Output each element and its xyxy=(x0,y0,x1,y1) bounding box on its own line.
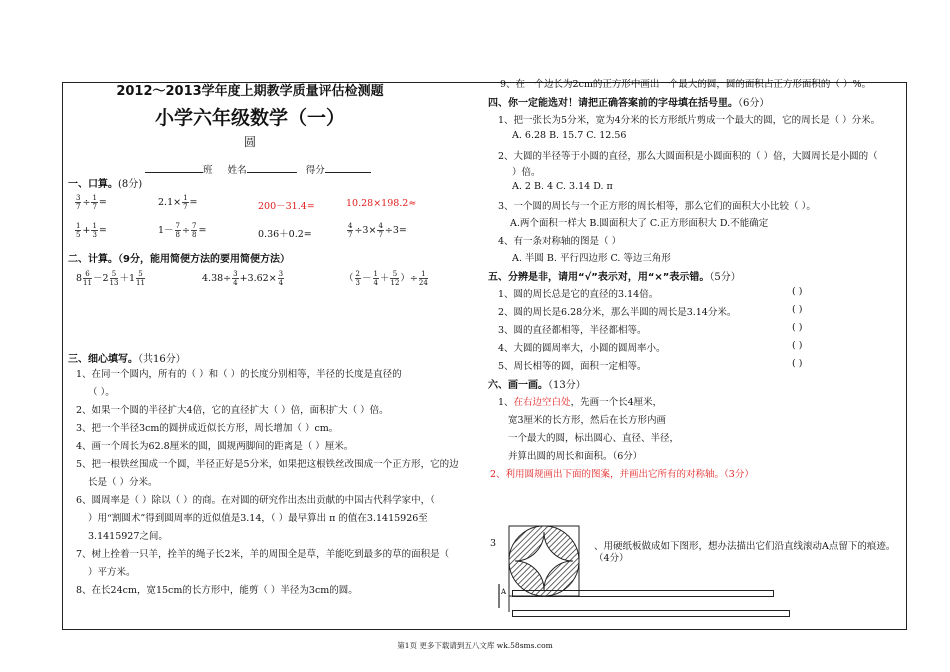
rolling-figure xyxy=(495,522,595,618)
choice-q1-options: A. 6.28 B. 15.7 C. 12.56 xyxy=(512,130,627,141)
choice-q1: 1、把一张长为5分米，宽为4分米的长方形纸片剪成一个最大的圆，它的周长是（ ）分米。 xyxy=(498,115,881,126)
section-6-heading: 六、画一画。（13分） xyxy=(488,380,586,391)
choice-q2: 2、大圆的半径等于小圆的直径，那么大圆面积是小圆面积的（ ）倍，大圆周长是小圆的（ xyxy=(498,151,878,162)
judge-answer-2[interactable]: ( ) xyxy=(792,304,803,315)
draw-q3: 、用硬纸板做成如下图形，想办法描出它们沿直线滚动A点留下的痕迹。 xyxy=(594,541,896,552)
fill-q2: 2、如果一个圆的半径扩大4倍，它的直径扩大（ ）倍，面积扩大（ ）倍。 xyxy=(76,405,389,416)
judge-q2: 2、圆的周长是6.28分米，那么半圆的周长是3.14分米。 xyxy=(498,307,737,318)
calc-item-3: （ $\frac{2}{3}$ － $\frac{1}{4}$ ＋ $\frac{5}{12}$ ）÷ $\frac{1}{24}$ xyxy=(344,270,428,287)
judge-answer-5[interactable]: ( ) xyxy=(792,358,803,369)
fill-q6-cont: ）用“割圆术”得到圆周率的近似值是3.14，（ ）最早算出 π 的值在3.1415926至 xyxy=(88,513,428,524)
fill-q9: 9、在一个边长为2cm的正方形中画出一个最大的圆，圆的面积占正方形面积的（ ）%。 xyxy=(500,79,871,90)
student-info-line: 班 姓名 得分 xyxy=(145,162,371,176)
choice-q4: 4、有一条对称轴的图是（ ） xyxy=(498,236,622,247)
fill-q3: 3、把一个半径3cm的圆拼成近似长方形，周长增加（ ）cm。 xyxy=(76,423,339,434)
judge-answer-3[interactable]: ( ) xyxy=(792,322,803,333)
mental-item-5: $\frac{1}{5}$ + $\frac{1}{3}$ = xyxy=(76,222,107,239)
fill-q8: 8、在长24cm，宽15cm的长方形中，能剪（ ）半径为3cm的圆。 xyxy=(76,585,358,596)
draw-q3-points: （4分） xyxy=(594,553,629,564)
section-3-heading: 三、细心填写。（共16分） xyxy=(68,354,186,365)
draw-q1-line4: 并算出圆的周长和面积。（6分） xyxy=(508,451,643,462)
judge-answer-4[interactable]: ( ) xyxy=(792,340,803,351)
exam-subtitle: 小学六年级数学（一） xyxy=(154,107,345,129)
judge-q1: 1、圆的周长总是它的直径的3.14倍。 xyxy=(498,289,659,300)
section-4-heading: 四、你一定能选对！请把正确答案前的字母填在括号里。（6分） xyxy=(488,98,770,109)
judge-q4: 4、大圆的圆周率大，小圆的圆周率小。 xyxy=(498,343,666,354)
choice-q2-cont: ）倍。 xyxy=(512,167,541,178)
draw-q1-line3: 一个最大的圆，标出圆心、直径、半径， xyxy=(508,433,680,444)
fill-q1: 1、在同一个圆内，所有的（ ）和（ ）的长度分别相等，半径的长度是直径的 xyxy=(76,369,402,380)
draw-q1-line2: 宽3厘米的长方形，然后在长方形内画 xyxy=(508,415,667,426)
fill-q6: 6、圆周率是（ ）除以（ ）的商。在对圆的研究作出杰出贡献的中国古代科学家中，（ xyxy=(76,495,435,506)
section-5-heading: 五、分辨是非，请用“√”表示对，用“×”表示错。（5分） xyxy=(488,272,741,283)
page-footer: 第1页 更多下载请到五八文库 wk.58sms.com xyxy=(397,641,553,650)
choice-q2-options: A. 2 B. 4 C. 3.14 D. π xyxy=(512,181,613,192)
judge-q5: 5、周长相等的圆，面积一定相等。 xyxy=(498,361,647,372)
section-2-heading: 二、计算。（9分，能用简便方法的要用简便方法） xyxy=(68,254,290,265)
mental-item-4: 10.28×198.2≈ xyxy=(346,198,417,209)
fill-q5: 5、把一根铁丝围成一个圆，半径正好是5分米，如果把这根铁丝改围成一个正方形，它的边 xyxy=(76,459,459,470)
unit-title: 圆 xyxy=(243,135,256,149)
class-blank[interactable] xyxy=(145,172,203,173)
judge-q3: 3、圆的直径都相等，半径都相等。 xyxy=(498,325,647,336)
mental-item-1: $\frac{3}{7}$ ÷ $\frac{1}{7}$ = xyxy=(76,194,107,211)
fill-q5-cont: 长是（ ）分米。 xyxy=(88,477,158,488)
fill-q6-cont2: 3.1415927之间。 xyxy=(88,531,168,542)
mental-item-7: 0.36＋0.2= xyxy=(258,229,312,240)
calc-item-1: 8 $\frac{6}{11}$ －2 $\frac{5}{13}$ ＋1 $\frac{5}{11}$ xyxy=(76,270,145,287)
mental-item-2: 2.1× $\frac{1}{7}$ = xyxy=(158,194,198,211)
score-blank[interactable] xyxy=(325,172,371,173)
fill-q1-cont: （ ）。 xyxy=(88,387,115,398)
choice-q3: 3、一个圆的周长与一个正方形的周长相等，那么它们的面积大小比较（ ）。 xyxy=(498,201,816,212)
choice-q4-options: A. 半圆 B. 平行四边形 C. 等边三角形 xyxy=(512,253,671,264)
section-1-heading: 一、口算。(8分) xyxy=(68,179,143,190)
fill-q4: 4、画一个周长为62.8厘米的圆，圆规两脚间的距离是（ ）厘米。 xyxy=(76,441,354,452)
rolling-track-2 xyxy=(512,610,790,617)
mental-item-6: 1－ $\frac{7}{8}$ ÷ $\frac{7}{8}$ = xyxy=(158,222,207,239)
judge-answer-1[interactable]: ( ) xyxy=(792,286,803,297)
draw-q3-number: 3 xyxy=(490,538,497,549)
mental-item-3: 200－31.4= xyxy=(258,201,315,212)
fill-q7-cont: ）平方米。 xyxy=(88,567,136,578)
choice-q3-options: A.两个面积一样大 B.圆面积大了 C.正方形面积大 D.不能确定 xyxy=(510,218,769,229)
exam-title: 2012～2013学年度上期教学质量评估检测题 xyxy=(116,84,384,99)
draw-q1: 1、在右边空白处，先画一个长4厘米， xyxy=(498,397,663,408)
name-blank[interactable] xyxy=(247,172,297,173)
rolling-track-1 xyxy=(512,590,774,597)
fill-q7: 7、树上拴着一只羊，拴羊的绳子长2米，羊的周围全是草，羊能吃到最多的草的面积是（ xyxy=(76,549,450,560)
draw-q2: 2、利用圆规画出下面的图案，并画出它所有的对称轴。（3分） xyxy=(490,469,754,480)
mental-item-8: $\frac{4}{7}$ ÷3× $\frac{4}{7}$ ÷3= xyxy=(348,222,407,239)
calc-item-2: 4.38÷ $\frac{3}{4}$ +3.62× $\frac{3}{4}$ xyxy=(202,270,284,287)
point-a-label: A xyxy=(501,588,507,596)
